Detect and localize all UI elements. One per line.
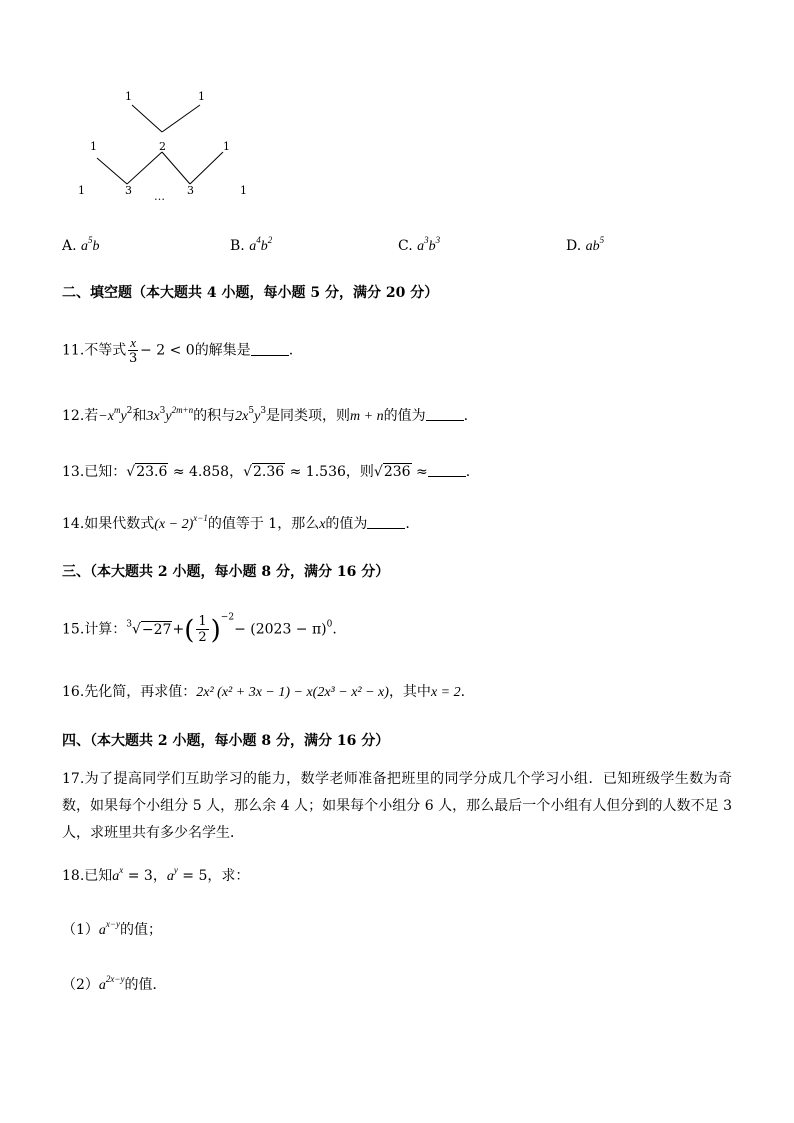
math-expr: (x − 2) <box>154 517 194 532</box>
math-expr: x = 2 <box>430 685 461 700</box>
option-label: A. <box>62 238 77 254</box>
math-expr: − 2 < 0 <box>140 342 195 359</box>
question-text: . <box>460 684 466 700</box>
question-17: 17.为了提高同学们互助学习的能力，数学老师准备把班里的同学分成几个学习小组．已知班级学生数为奇数，如果每个小组分 5 人，那么余 4 人；如果每个小组分 6 人，那么最后一个小组有人但分到的人数不足 3 人，求班里共有多少名学生． <box>62 771 732 841</box>
math-expr: 2x <box>235 409 249 424</box>
option-exp: 3 <box>435 235 441 245</box>
math-expr: 3x <box>146 409 160 424</box>
pascal-cell: 2 <box>159 140 166 153</box>
sqrt-radicand: 2.36 <box>253 464 285 480</box>
fraction-numerator: x <box>130 335 137 350</box>
pascal-ellipsis: … <box>154 190 165 203</box>
question-number: 18. <box>62 868 85 884</box>
math-expr: 2x² (x² + 3x − 1) − x(2x³ − x² − x) <box>196 685 389 700</box>
question-text: 的解集是 <box>194 342 251 359</box>
pascal-cell: 1 <box>78 184 85 197</box>
option-label: C. <box>398 238 413 254</box>
math-expr: + <box>172 621 185 638</box>
question-text: 是同类项，则 <box>266 408 351 424</box>
tri-line <box>190 152 223 184</box>
question-text: 不等式 <box>84 342 127 359</box>
option-expr: a <box>249 239 257 254</box>
sqrt-radicand: 236 <box>383 464 411 480</box>
question-text: . <box>405 516 410 532</box>
part-label: （2） <box>62 977 99 993</box>
question-text: 已知： <box>84 464 127 480</box>
tri-line <box>162 105 200 132</box>
part-label: （1） <box>62 922 99 938</box>
option-expr: b <box>260 239 268 254</box>
question-text: . <box>463 408 469 424</box>
option-d[interactable] <box>566 236 604 257</box>
tri-line <box>162 152 190 184</box>
question-text: ， <box>152 868 167 884</box>
math-expr: y <box>165 409 172 424</box>
pascal-cell: 3 <box>187 184 194 197</box>
sqrt-radicand: 23.6 <box>136 464 168 480</box>
question-number: 14. <box>62 516 85 532</box>
question-18-part-1 <box>62 920 162 941</box>
option-exp: 5 <box>599 235 605 245</box>
math-expr: x <box>319 517 326 532</box>
question-13: 13.已知：√23.6 ≈ 4.858，√2.36 ≈ 1.536，则√236 ≈ . <box>62 464 471 480</box>
option-label: B. <box>230 238 245 254</box>
question-text: 若 <box>84 408 99 424</box>
option-expr: a <box>81 239 89 254</box>
math-expr: ≈ 1.536 <box>289 464 346 480</box>
math-exp: 5 <box>248 406 255 416</box>
math-expr: a <box>98 978 106 993</box>
root-index: 3 <box>126 619 132 630</box>
option-expr: b <box>428 239 436 254</box>
question-text: 如果代数式 <box>84 516 155 532</box>
fraction-numerator: 1 <box>198 614 207 629</box>
math-exp: 2x−y <box>105 974 125 984</box>
math-exp: 0 <box>326 619 333 630</box>
math-expr: a <box>166 869 174 884</box>
question-number: 16. <box>62 684 85 700</box>
math-exp: x−y <box>105 919 120 929</box>
math-expr: ≈ <box>416 464 428 480</box>
question-text: . <box>332 621 337 638</box>
question-18-part-2 <box>62 975 166 996</box>
fraction-denominator: 2 <box>198 630 207 645</box>
option-a[interactable] <box>62 236 100 257</box>
pascal-cell: 3 <box>125 184 132 197</box>
option-exp: 5 <box>88 235 93 245</box>
tri-line <box>97 158 127 184</box>
math-expr: −x <box>98 409 114 424</box>
question-text: . <box>288 342 294 359</box>
question-text: 的值． <box>124 977 167 993</box>
question-text: 的值为 <box>325 516 368 532</box>
option-expr: b <box>92 239 100 254</box>
question-16 <box>62 682 465 703</box>
fraction <box>128 335 138 366</box>
math-expr: = 3 <box>127 868 153 884</box>
option-expr: ab <box>585 239 600 254</box>
section-heading: 四、（本大题共 2 小题，每小题 8 分，满分 16 分） <box>62 733 390 749</box>
option-b[interactable] <box>230 236 272 257</box>
question-text: 先化简，再求值： <box>84 684 197 700</box>
question-number: 11. <box>62 342 85 359</box>
question-text: ，求： <box>207 868 250 884</box>
math-exp: y <box>173 865 178 875</box>
fraction <box>196 614 208 645</box>
question-number: 13. <box>62 464 85 480</box>
option-exp: 2 <box>267 235 273 245</box>
math-expr: a <box>98 923 106 938</box>
pascal-cell: 1 <box>240 184 247 197</box>
question-11 <box>62 335 293 366</box>
option-exp: 4 <box>256 235 261 245</box>
math-expr: y <box>120 409 127 424</box>
question-text: 的值等于 1，那么 <box>207 516 320 532</box>
math-exp: 3 <box>159 406 166 416</box>
answer-blank[interactable] <box>428 464 466 477</box>
math-exp: x <box>119 865 124 875</box>
section-heading: 二、填空题（本大题共 4 小题，每小题 5 分，满分 20 分） <box>62 285 439 301</box>
question-text: . <box>465 464 471 480</box>
math-expr: = 5 <box>182 868 208 884</box>
fraction-denominator: 3 <box>129 351 138 366</box>
math-exp: 2 <box>126 406 133 416</box>
question-12 <box>62 406 468 427</box>
question-text: ， <box>229 464 244 480</box>
question-number: 15. <box>62 621 85 638</box>
question-text: 和 <box>132 408 147 424</box>
math-exp: m <box>113 405 121 415</box>
answer-blank[interactable] <box>367 516 405 529</box>
option-expr: a <box>417 239 425 254</box>
answer-blank[interactable] <box>251 343 289 356</box>
math-exp: −2 <box>220 612 235 623</box>
option-label: D. <box>566 238 582 254</box>
tri-line <box>132 105 162 132</box>
pascal-cell: 1 <box>223 140 230 153</box>
question-15: 15.计算：$^3$√−27+( $\frac{1}{2}$ )$^{-2}- (2023 - \pi)^0$. <box>62 612 337 646</box>
question-text: ，其中 <box>388 684 431 700</box>
math-exp: 3 <box>260 406 267 416</box>
math-expr: y <box>254 409 261 424</box>
math-expr: a <box>112 869 120 884</box>
math-exp: x−1 <box>193 513 208 523</box>
pascal-cell: 1 <box>125 90 132 103</box>
question-number: 12. <box>62 408 85 424</box>
question-text: 的值为 <box>383 408 426 424</box>
question-text: 的积与 <box>193 408 236 424</box>
pascal-cell: 1 <box>90 140 97 153</box>
question-text: 的值； <box>119 922 162 938</box>
question-14 <box>62 514 410 535</box>
question-text: 计算： <box>84 621 127 638</box>
pascal-cell: 1 <box>198 90 205 103</box>
math-expr: − (2023 − π) <box>234 621 327 638</box>
question-text: 已知 <box>84 868 113 884</box>
math-expr: m + n <box>350 409 384 424</box>
option-c[interactable] <box>398 236 440 257</box>
section-heading: 三、（本大题共 2 小题，每小题 8 分，满分 16 分） <box>62 564 390 580</box>
question-text: ，则 <box>345 464 374 480</box>
option-exp: 3 <box>424 235 429 245</box>
tri-line <box>127 152 162 184</box>
math-exp: 2m+n <box>171 405 194 415</box>
root-radicand: −27 <box>141 621 172 638</box>
answer-blank[interactable] <box>426 408 464 421</box>
math-expr: ≈ 4.858 <box>172 464 230 480</box>
question-18 <box>62 866 249 887</box>
